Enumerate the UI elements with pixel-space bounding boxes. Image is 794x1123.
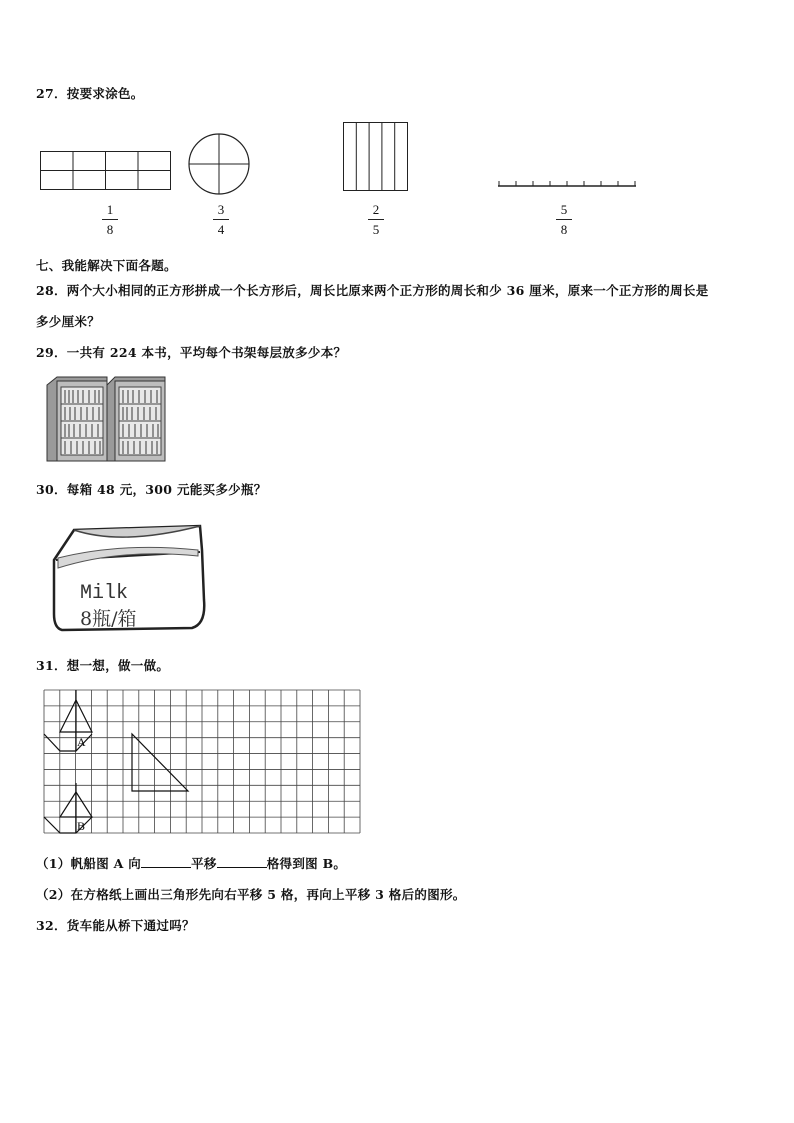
fraction-five-eighths: 5 8 <box>552 202 576 237</box>
segment-line-figure[interactable] <box>498 178 638 190</box>
question-32-text: 32．货车能从桥下通过吗？ <box>36 918 195 933</box>
circle-quarters-figure[interactable] <box>188 133 252 197</box>
rectangle-eighths-figure[interactable] <box>40 151 172 191</box>
boat-b-label: B <box>77 819 86 833</box>
grid-figure[interactable] <box>44 690 364 834</box>
fraction-three-quarters: 3 4 <box>209 202 233 237</box>
rectangle-fifths-figure[interactable] <box>343 122 409 192</box>
question-31-sub2: （2）在方格纸上画出三角形先向右平移 5 格，再向上平移 3 格后的图形。 <box>36 887 466 902</box>
question-27-title: 27．按要求涂色。 <box>36 86 144 101</box>
fraction-one-eighth: 1 8 <box>98 202 122 237</box>
question-29-text: 29．一共有 224 本书，平均每个书架每层放多少本？ <box>36 345 347 360</box>
bookshelves-image <box>45 373 167 465</box>
sub1-part-b: 平移 <box>191 856 217 871</box>
milk-box-label-line2: 8瓶/箱 <box>80 608 137 630</box>
milk-box-label-line1: Milk <box>80 582 129 605</box>
fraction-two-fifths: 2 5 <box>364 202 388 237</box>
distance-answer-blank[interactable] <box>217 855 267 868</box>
question-30-text: 30．每箱 48 元，300 元能买多少瓶？ <box>36 482 267 497</box>
boat-a-label: A <box>77 735 86 749</box>
question-28-line1: 28．两个大小相同的正方形拼成一个长方形后，周长比原来两个正方形的周长和少 36 厘米，原来一个正方形的周长是 <box>36 283 709 298</box>
question-31-title: 31．想一想，做一做。 <box>36 658 170 673</box>
question-31-sub1 <box>36 854 346 872</box>
sub1-part-a: （1）帆船图 A 向 <box>36 856 142 871</box>
sub1-part-c: 格得到图 B。 <box>266 856 347 871</box>
direction-answer-blank[interactable] <box>141 855 191 868</box>
question-28-line2: 多少厘米？ <box>36 314 101 329</box>
section-seven-heading: 七、我能解决下面各题。 <box>36 258 177 273</box>
